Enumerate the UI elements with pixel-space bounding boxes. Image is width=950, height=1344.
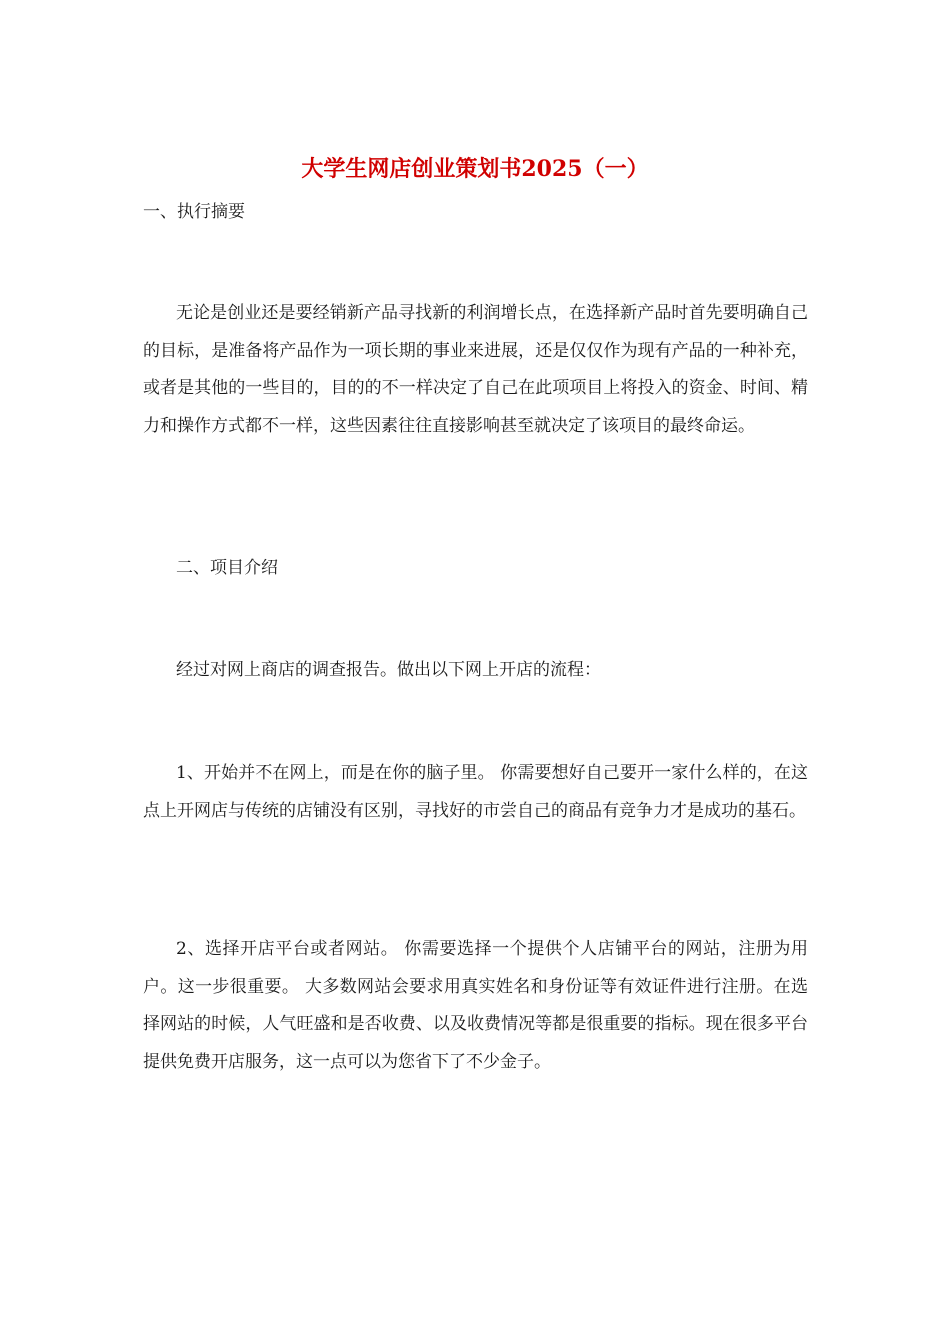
executive-summary-paragraph: 无论是创业还是要经销新产品寻找新的利润增长点，在选择新产品时首先要明确自己的目标，是准备将产品作为一项长期的事业来进展，还是仅仅作为现有产品的一种补充，或者是其他的一些目的，目的的不一样决定了自己在此项项目上将投入的资金、时间、精力和操作方式都不一样，这些因素往往直接影响甚至就决定了该项目的最终命运。 — [143, 303, 808, 436]
step-2-paragraph: 2、选择开店平台或者网站。 你需要选择一个提供个人店铺平台的网站，注册为用户。这一步很重要。 大多数网站会要求用真实姓名和身份证等有效证件进行注册。在选择网站的时候，人气旺盛和是否收费、以及收费情况等都是很重要的指标。现在很多平台提供免费开店服务，这一点可以为您省下了不少金子。 — [143, 939, 808, 1072]
section-heading-executive-summary: 一、执行摘要 — [143, 202, 245, 222]
document-title: 大学生网店创业策划书2025（一） — [301, 156, 649, 182]
section-heading-project-intro: 二、项目介绍 — [176, 558, 278, 578]
step-1-paragraph: 1、开始并不在网上，而是在你的脑子里。 你需要想好自己要开一家什么样的，在这点上开网店与传统的店铺没有区别，寻找好的市尝自己的商品有竞争力才是成功的基石。 — [143, 763, 808, 821]
intro-paragraph: 经过对网上商店的调查报告。做出以下网上开店的流程： — [176, 660, 601, 680]
